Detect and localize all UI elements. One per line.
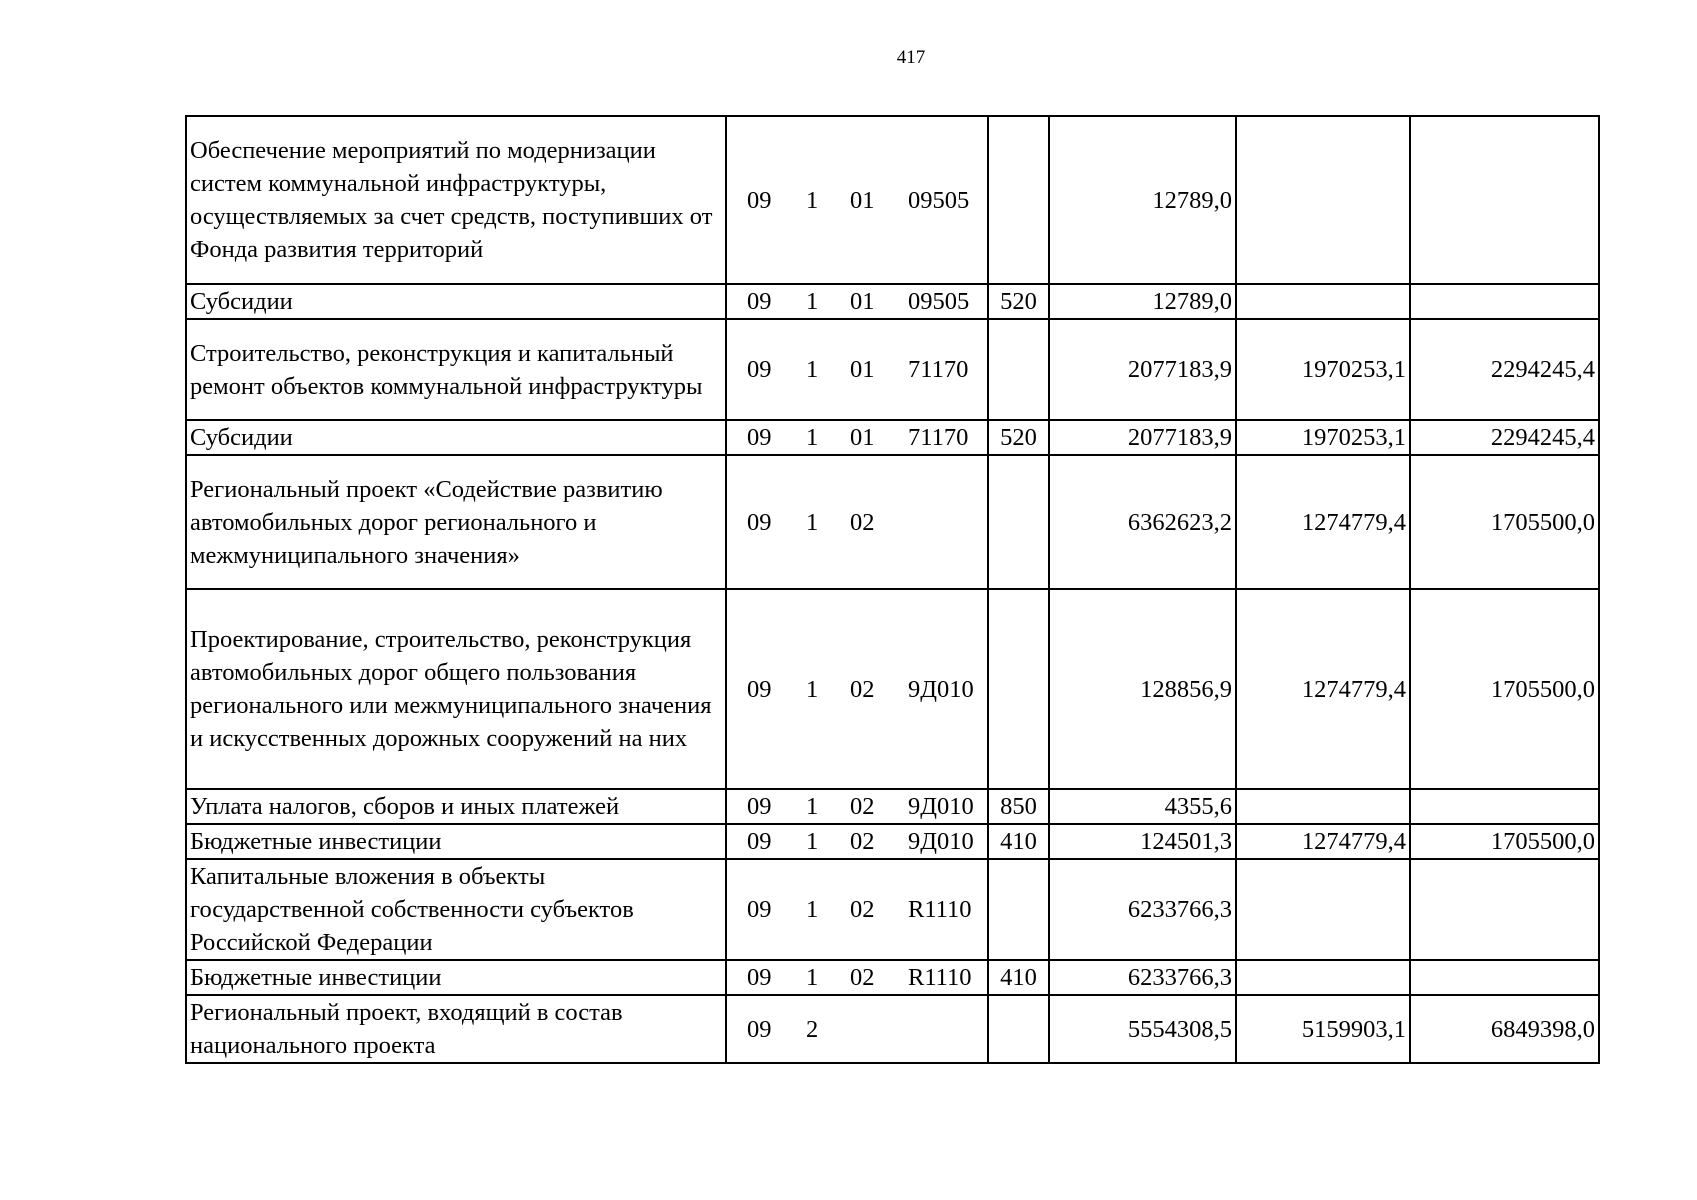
table-row xyxy=(186,995,1599,1063)
direction-code: 9Д010 xyxy=(908,828,974,855)
code-group xyxy=(730,506,984,539)
program-code: 09 xyxy=(747,508,772,536)
expense-type-code xyxy=(988,589,1049,789)
subprogram-code: 1 xyxy=(806,356,819,383)
amount-year-3: 6849398,0 xyxy=(1410,995,1599,1063)
subprogram-code: 1 xyxy=(806,186,819,214)
expense-type-code xyxy=(988,116,1049,284)
expense-type-code xyxy=(988,319,1049,420)
direction-code: 9Д010 xyxy=(908,793,974,820)
amount-year-3 xyxy=(1410,116,1599,284)
program-code: 09 xyxy=(747,424,772,451)
amount-year-2: 5159903,1 xyxy=(1236,995,1410,1063)
row-codes xyxy=(726,116,988,284)
program-code: 09 xyxy=(747,828,772,855)
amount-year-3: 2294245,4 xyxy=(1410,420,1599,455)
row-name: Бюджетные инвестиции xyxy=(186,960,726,995)
table-row xyxy=(186,116,1599,284)
code-group xyxy=(730,1013,984,1046)
amount-year-1: 2077183,9 xyxy=(1049,420,1236,455)
row-codes xyxy=(726,284,988,319)
table-row xyxy=(186,960,1599,995)
code-group xyxy=(730,353,984,386)
row-codes xyxy=(726,319,988,420)
subprogram-code: 1 xyxy=(806,896,819,923)
amount-year-3 xyxy=(1410,960,1599,995)
subprogram-code: 1 xyxy=(806,793,819,820)
table-row xyxy=(186,455,1599,589)
row-codes xyxy=(726,995,988,1063)
expense-type-code: 410 xyxy=(988,960,1049,995)
expense-type-code: 410 xyxy=(988,824,1049,859)
measure-code: 01 xyxy=(850,424,875,451)
amount-year-3 xyxy=(1410,789,1599,824)
measure-code: 02 xyxy=(850,675,875,703)
amount-year-2 xyxy=(1236,960,1410,995)
direction-code: 71170 xyxy=(908,424,969,451)
measure-code: 02 xyxy=(850,828,875,855)
budget-table xyxy=(185,115,1600,1064)
expense-type-code: 520 xyxy=(988,420,1049,455)
amount-year-2: 1970253,1 xyxy=(1236,420,1410,455)
amount-year-2 xyxy=(1236,116,1410,284)
program-code: 09 xyxy=(747,964,772,991)
row-codes xyxy=(726,789,988,824)
amount-year-2: 1970253,1 xyxy=(1236,319,1410,420)
direction-code: 09505 xyxy=(908,186,970,214)
row-name: Субсидии xyxy=(186,420,726,455)
row-codes xyxy=(726,960,988,995)
measure-code: 01 xyxy=(850,356,875,383)
direction-code: R1110 xyxy=(908,964,972,991)
amount-year-3 xyxy=(1410,859,1599,960)
table-row xyxy=(186,420,1599,455)
row-name: Обеспечение мероприятий по модернизации систем коммунальной инфраструктуры, осуществляемых за счет средств, поступивших от Фонда развития территорий xyxy=(186,116,726,284)
expense-type-code xyxy=(988,995,1049,1063)
expense-type-code xyxy=(988,455,1049,589)
measure-code: 01 xyxy=(850,186,875,214)
row-name: Региональный проект «Содействие развитию автомобильных дорог регионального и межмуниципального значения» xyxy=(186,455,726,589)
expense-type-code: 850 xyxy=(988,789,1049,824)
code-group xyxy=(730,421,984,454)
amount-year-3 xyxy=(1410,284,1599,319)
amount-year-1: 6233766,3 xyxy=(1049,859,1236,960)
direction-code: 71170 xyxy=(908,356,969,383)
amount-year-1: 6362623,2 xyxy=(1049,455,1236,589)
table-row xyxy=(186,284,1599,319)
row-codes xyxy=(726,455,988,589)
amount-year-2 xyxy=(1236,859,1410,960)
row-name: Строительство, реконструкция и капитальный ремонт объектов коммунальной инфраструктуры xyxy=(186,319,726,420)
measure-code: 02 xyxy=(850,508,875,536)
amount-year-1: 124501,3 xyxy=(1049,824,1236,859)
code-group xyxy=(730,184,984,217)
table-row xyxy=(186,789,1599,824)
direction-code: 9Д010 xyxy=(908,675,974,703)
subprogram-code: 1 xyxy=(806,828,819,855)
amount-year-3: 2294245,4 xyxy=(1410,319,1599,420)
code-group xyxy=(730,285,984,318)
amount-year-1: 12789,0 xyxy=(1049,284,1236,319)
subprogram-code: 1 xyxy=(806,675,819,703)
program-code: 09 xyxy=(747,896,772,923)
code-group xyxy=(730,673,984,706)
direction-code: 09505 xyxy=(908,288,970,315)
row-name: Бюджетные инвестиции xyxy=(186,824,726,859)
subprogram-code: 1 xyxy=(806,424,819,451)
program-code: 09 xyxy=(747,186,772,214)
row-codes xyxy=(726,589,988,789)
program-code: 09 xyxy=(747,288,772,315)
program-code: 09 xyxy=(747,675,772,703)
amount-year-1: 2077183,9 xyxy=(1049,319,1236,420)
row-name: Проектирование, строительство, реконструкция автомобильных дорог общего пользования регионального или межмуниципального значения и искусственных дорожных сооружений на них xyxy=(186,589,726,789)
table-row xyxy=(186,319,1599,420)
table-row xyxy=(186,859,1599,960)
program-code: 09 xyxy=(747,1015,772,1043)
amount-year-3: 1705500,0 xyxy=(1410,824,1599,859)
table-row xyxy=(186,824,1599,859)
amount-year-1: 12789,0 xyxy=(1049,116,1236,284)
code-group xyxy=(730,893,984,926)
measure-code: 02 xyxy=(850,896,875,923)
amount-year-2 xyxy=(1236,284,1410,319)
code-group xyxy=(730,825,984,858)
amount-year-2: 1274779,4 xyxy=(1236,824,1410,859)
page-number: 417 xyxy=(896,47,926,68)
code-group xyxy=(730,790,984,823)
subprogram-code: 1 xyxy=(806,964,819,991)
amount-year-2: 1274779,4 xyxy=(1236,455,1410,589)
subprogram-code: 1 xyxy=(806,508,819,536)
row-name: Субсидии xyxy=(186,284,726,319)
program-code: 09 xyxy=(747,356,772,383)
amount-year-2 xyxy=(1236,789,1410,824)
direction-code: R1110 xyxy=(908,896,972,923)
subprogram-code: 2 xyxy=(806,1015,819,1043)
amount-year-1: 4355,6 xyxy=(1049,789,1236,824)
budget-table-body xyxy=(186,116,1599,1063)
amount-year-1: 128856,9 xyxy=(1049,589,1236,789)
amount-year-1: 5554308,5 xyxy=(1049,995,1236,1063)
row-name: Уплата налогов, сборов и иных платежей xyxy=(186,789,726,824)
table-row xyxy=(186,589,1599,789)
row-name: Капитальные вложения в объекты государственной собственности субъектов Российской Федерации xyxy=(186,859,726,960)
expense-type-code: 520 xyxy=(988,284,1049,319)
amount-year-3: 1705500,0 xyxy=(1410,455,1599,589)
amount-year-1: 6233766,3 xyxy=(1049,960,1236,995)
measure-code: 01 xyxy=(850,288,875,315)
row-codes xyxy=(726,420,988,455)
row-codes xyxy=(726,824,988,859)
code-group xyxy=(730,961,984,994)
measure-code: 02 xyxy=(850,964,875,991)
row-name: Региональный проект, входящий в состав национального проекта xyxy=(186,995,726,1063)
measure-code: 02 xyxy=(850,793,875,820)
subprogram-code: 1 xyxy=(806,288,819,315)
expense-type-code xyxy=(988,859,1049,960)
amount-year-3: 1705500,0 xyxy=(1410,589,1599,789)
program-code: 09 xyxy=(747,793,772,820)
amount-year-2: 1274779,4 xyxy=(1236,589,1410,789)
row-codes xyxy=(726,859,988,960)
